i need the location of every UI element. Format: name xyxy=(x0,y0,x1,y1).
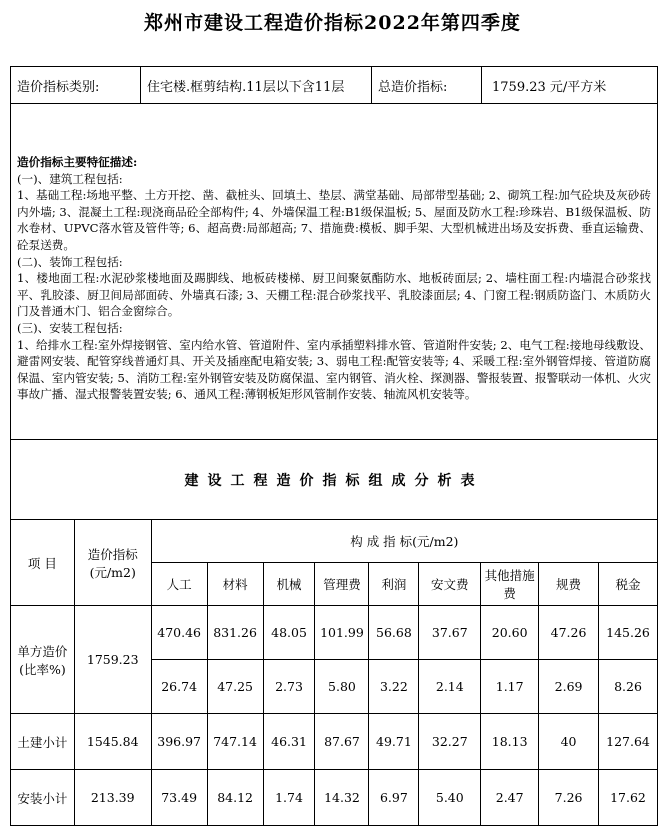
column-header: 安文费 xyxy=(419,563,481,606)
table-cell: 2.47 xyxy=(481,770,539,826)
table-cell: 37.67 xyxy=(419,606,481,660)
description-paragraph: (三)、安装工程包括: xyxy=(17,320,123,335)
row-label: 安装小计 xyxy=(11,770,75,826)
table-cell: 831.26 xyxy=(207,606,263,660)
table-cell: 145.26 xyxy=(599,606,658,660)
table-cell: 747.14 xyxy=(207,714,263,770)
description-paragraph: 1、楼地面工程:水泥砂浆楼地面及踢脚线、地板砖楼梯、厨卫间聚氨酯防水、地板砖面层; 2、墙柱面工程:内墙混合砂浆找平、乳胶漆、厨卫间局部面砖、外墙真石漆; 3、天棚工程:混合砂浆找平、乳胶漆面层; 4、门窗工程:钢质防盗门、木质防火门及普通木门、铝合金窗综合。 xyxy=(17,271,651,319)
table-cell: 40 xyxy=(539,714,599,770)
table-row xyxy=(11,714,658,770)
table-cell: 1.17 xyxy=(481,660,539,714)
table-cell: 56.68 xyxy=(369,606,419,660)
column-header: 管理费 xyxy=(315,563,369,606)
table-cell: 84.12 xyxy=(207,770,263,826)
column-header: 其他措施费 xyxy=(481,563,539,606)
column-header: 利润 xyxy=(369,563,419,606)
table-cell: 2.14 xyxy=(419,660,481,714)
row-label: 土建小计 xyxy=(11,714,75,770)
category-value: 住宅楼.框剪结构.11层以下含11层 xyxy=(141,67,372,103)
total-label: 总造价指标: xyxy=(372,67,482,103)
index-info-row xyxy=(10,66,658,104)
table-cell: 7.26 xyxy=(539,770,599,826)
table-cell: 49.71 xyxy=(369,714,419,770)
table-cell: 47.26 xyxy=(539,606,599,660)
table-cell: 6.97 xyxy=(369,770,419,826)
table-row xyxy=(11,770,658,826)
table-cell: 18.13 xyxy=(481,714,539,770)
table-cell: 20.60 xyxy=(481,606,539,660)
table-cell: 396.97 xyxy=(151,714,207,770)
row-index: 1545.84 xyxy=(74,714,151,770)
table-cell: 470.46 xyxy=(151,606,207,660)
column-header: 规费 xyxy=(539,563,599,606)
table-cell: 46.31 xyxy=(263,714,315,770)
item-header: 项 目 xyxy=(11,520,75,606)
table-cell: 87.67 xyxy=(315,714,369,770)
index-header: 造价指标(元/m2) xyxy=(74,520,151,606)
page-title: 郑州市建设工程造价指标2022年第四季度 xyxy=(144,12,521,34)
table-cell: 3.22 xyxy=(369,660,419,714)
category-label: 造价指标类别: xyxy=(11,67,141,103)
column-header: 机械 xyxy=(263,563,315,606)
table-cell: 8.26 xyxy=(599,660,658,714)
table-cell: 14.32 xyxy=(315,770,369,826)
column-header: 材料 xyxy=(207,563,263,606)
feature-description xyxy=(10,103,658,440)
composition-table xyxy=(10,519,658,826)
column-header: 人工 xyxy=(151,563,207,606)
table-cell: 2.69 xyxy=(539,660,599,714)
row-label: 单方造价(比率%) xyxy=(11,606,75,714)
table-cell: 101.99 xyxy=(315,606,369,660)
table-cell: 2.73 xyxy=(263,660,315,714)
description-paragraph: 1、基础工程:场地平整、土方开挖、凿、截桩头、回填土、垫层、满堂基础、局部带型基础; 2、砌筑工程:加气砼块及灰砂砖内外墙; 3、混凝土工程:现浇商品砼全部构件; 4、外墙保温工程:B1级保温板; 5、屋面及防水工程:珍珠岩、B1级保温板、防水卷材、UPVC落水管及管件等; 6、超高费:局部超高; 7、措施费:模板、脚手架、大型机械进出场及安拆费、垂直运输费、砼泵送费。 xyxy=(17,188,651,252)
table-cell: 127.64 xyxy=(599,714,658,770)
table-cell: 17.62 xyxy=(599,770,658,826)
description-paragraph: (一)、建筑工程包括: xyxy=(17,171,123,186)
description-heading: 造价指标主要特征描述: xyxy=(17,155,138,169)
table-cell: 5.40 xyxy=(419,770,481,826)
table-cell: 48.05 xyxy=(263,606,315,660)
table-cell: 47.25 xyxy=(207,660,263,714)
column-header: 税金 xyxy=(599,563,658,606)
row-index: 213.39 xyxy=(74,770,151,826)
description-paragraph: (二)、装饰工程包括: xyxy=(17,254,123,269)
group-header: 构 成 指 标(元/m2) xyxy=(151,520,657,563)
table-cell: 32.27 xyxy=(419,714,481,770)
table-cell: 26.74 xyxy=(151,660,207,714)
table-cell: 1.74 xyxy=(263,770,315,826)
table-cell: 73.49 xyxy=(151,770,207,826)
table-caption: 建设工程造价指标组成分析表 xyxy=(10,439,658,520)
table-row xyxy=(11,606,658,660)
table-cell: 5.80 xyxy=(315,660,369,714)
total-value: 1759.23 元/平方米 xyxy=(492,79,607,95)
description-paragraph: 1、给排水工程:室外焊接钢管、室内给水管、管道附件、室内承插塑料排水管、管道附件安装; 2、电气工程:接地母线敷设、避雷网安装、配管穿线普通灯具、开关及插座配电箱安装; 3、弱电工程:配管安装等; 4、采暖工程:室外钢管焊接、管道防腐保温、室内管安装; 5、消防工程:室外钢管安装及防腐保温、室内钢管、消火栓、探测器、警报装置、报警联动一体机、火灾事故广播、湿式报警装置安装; 6、通风工程:薄钢板矩形风管制作安装、轴流风机安装等。 xyxy=(17,337,651,402)
row-index: 1759.23 xyxy=(74,606,151,714)
